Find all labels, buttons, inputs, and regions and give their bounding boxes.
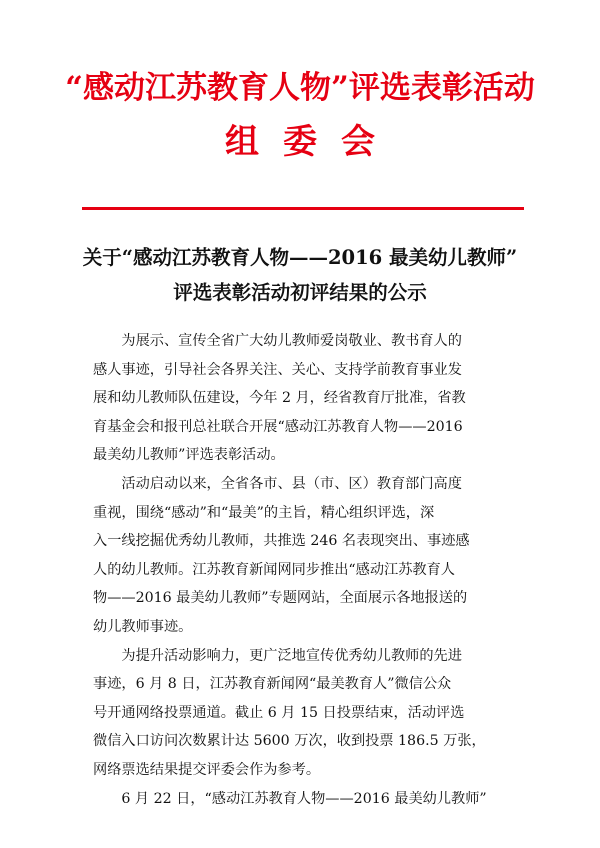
body-line: 物——2016 最美幼儿教师”专题网站，全面展示各地报送的: [93, 590, 468, 607]
issuer-subtitle: 组委会: [225, 122, 399, 162]
notice-title-line2: 评选表彰活动初评结果的公示: [173, 281, 427, 304]
body-line: 网络票选结果提交评委会作为参考。: [93, 761, 321, 778]
body-line: 活动启动以来，全省各市、县（市、区）教育部门高度: [93, 475, 462, 492]
body-line: 幼儿教师事迹。: [93, 618, 193, 635]
body-line: 为展示、宣传全省广大幼儿教师爱岗敬业、教书育人的: [93, 333, 462, 349]
body-line: 号开通网络投票通道。截止 6 月 15 日投票结束，活动评选: [93, 704, 465, 721]
notice-title-line1: 关于“感动江苏教育人物——2016 最美幼儿教师”: [82, 246, 518, 269]
body-paragraph: [93, 785, 513, 814]
body-line: 感人事迹，引导社会各界关注、关心、支持学前教育事业发: [93, 361, 462, 378]
body-line: 展和幼儿教师队伍建设，今年 2 月，经省教育厅批准，省教: [93, 390, 466, 407]
body-line: 最美幼儿教师”评选表彰活动。: [93, 447, 285, 464]
body-line: 事迹，6 月 8 日，江苏教育新闻网“最美教育人”微信公众: [93, 676, 452, 693]
body-line: 6 月 22 日，“感动江苏教育人物——2016 最美幼儿教师”: [93, 790, 487, 807]
body-line: 为提升活动影响力，更广泛地宣传优秀幼儿教师的先进: [93, 647, 462, 664]
red-divider: [82, 207, 524, 210]
body-line: 人的幼儿教师。江苏教育新闻网同步推出“感动江苏教育人: [93, 561, 455, 578]
body-line: 育基金会和报刊总社联合开展“感动江苏教育人物——2016: [93, 418, 463, 435]
body-paragraph: [93, 327, 513, 470]
body-paragraph: [93, 470, 513, 642]
body-line: 入一线挖掘优秀幼儿教师，共推选 246 名表现突出、事迹感: [93, 533, 470, 550]
notice-body: [93, 327, 513, 813]
body-paragraph: [93, 642, 513, 785]
issuer-title: “感动江苏教育人物”评选表彰活动: [65, 70, 535, 106]
body-line: 微信入口访问次数累计达 5600 万次，收到投票 186.5 万张，: [93, 733, 486, 750]
body-line: 重视，围绕“感动”和“最美”的主旨，精心组织评选，深: [93, 504, 435, 521]
